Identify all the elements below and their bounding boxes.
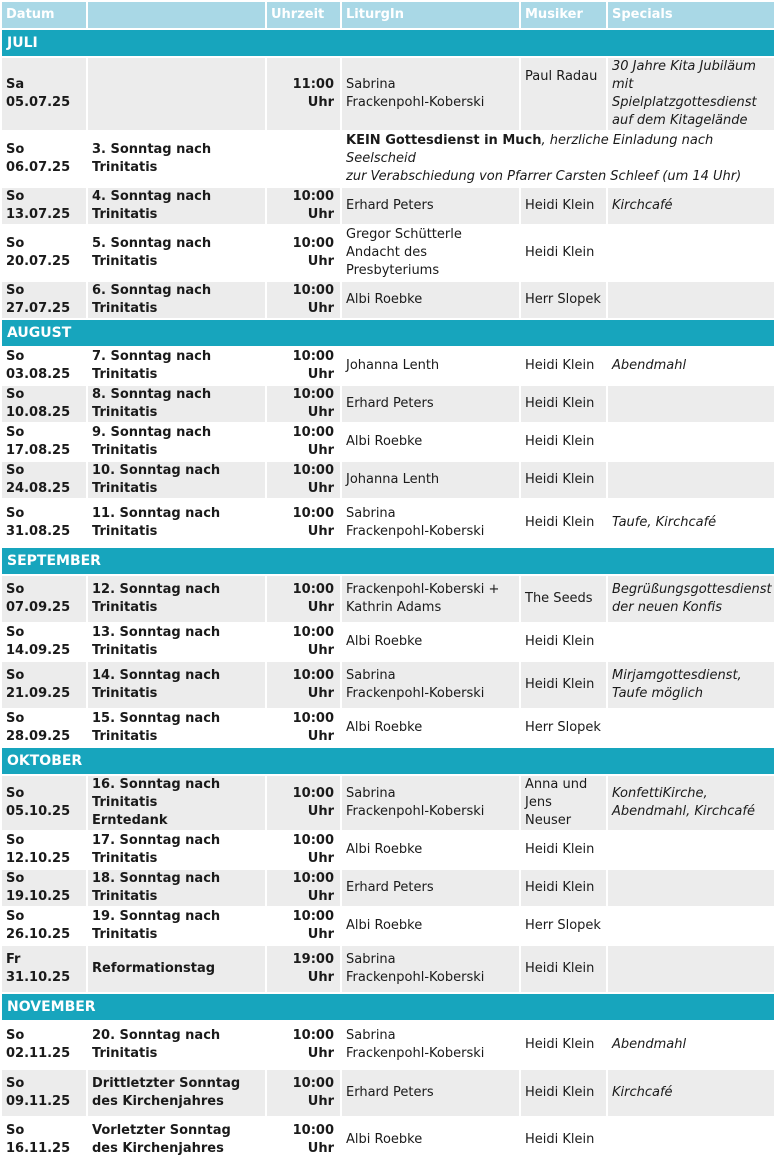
time-cell: 10:00 Uhr (267, 710, 340, 746)
sunday-name-cell (88, 1070, 265, 1116)
liturg-cell (342, 576, 519, 622)
time-cell: 10:00 Uhr (267, 1022, 340, 1068)
specials-cell (608, 908, 774, 944)
date-cell: So 31.08.25 (2, 500, 86, 546)
sunday-name-cell: 6. Sonntag nach Trinitatis (88, 282, 265, 318)
time-cell: 10:00 Uhr (267, 776, 340, 830)
liturg-line: Kathrin Adams (346, 600, 442, 615)
sunday-name-cell: 9. Sonntag nach Trinitatis (88, 424, 265, 460)
time-cell: 10:00 Uhr (267, 624, 340, 660)
date-cell: Fr 31.10.25 (2, 946, 86, 992)
header-row (2, 2, 774, 28)
musiker-cell: Heidi Klein (521, 348, 606, 384)
liturg-line: Frackenpohl-Koberski (346, 804, 485, 819)
sunday-name-cell: 3. Sonntag nach Trinitatis (88, 132, 265, 186)
time-cell: 10:00 Uhr (267, 188, 340, 224)
note-text: , herzliche Einladung nach Seelscheid (346, 133, 714, 166)
date-cell: So 20.07.25 (2, 226, 86, 280)
liturg-cell: Albi Roebke (342, 624, 519, 660)
sunday-name-line: 16. Sonntag nach Trinitatis (92, 777, 221, 810)
specials-cell: Abendmahl (608, 1022, 774, 1068)
sunday-name-cell: 5. Sonntag nach Trinitatis (88, 226, 265, 280)
specials-cell (608, 662, 774, 708)
date-cell: So 19.10.25 (2, 870, 86, 906)
date-cell: So 24.08.25 (2, 462, 86, 498)
liturg-cell (342, 776, 519, 830)
specials-line: auf dem Kitagelände (612, 113, 748, 128)
specials-cell (608, 710, 774, 746)
musiker-cell: Heidi Klein (521, 1070, 606, 1116)
date-cell: So 16.11.25 (2, 1118, 86, 1162)
liturg-cell: Albi Roebke (342, 282, 519, 318)
liturg-cell: Albi Roebke (342, 424, 519, 460)
date-cell: So 26.10.25 (2, 908, 86, 944)
table-row (2, 946, 774, 992)
sunday-name-cell: 13. Sonntag nach Trinitatis (88, 624, 265, 660)
specials-cell (608, 282, 774, 318)
month-row-november (2, 994, 774, 1020)
musiker-cell (521, 776, 606, 830)
specials-cell (608, 424, 774, 460)
time-cell: 10:00 Uhr (267, 424, 340, 460)
musiker-cell: Heidi Klein (521, 1118, 606, 1162)
specials-line: Mirjamgottesdienst, (612, 668, 742, 683)
table-row (2, 424, 774, 460)
note-text: zur Verabschiedung von Pfarrer Carsten Schleef (um 14 Uhr) (346, 169, 742, 184)
date-cell: So 28.09.25 (2, 710, 86, 746)
month-label: AUGUST (2, 320, 774, 346)
liturg-cell: Erhard Peters (342, 870, 519, 906)
date-cell: So 09.11.25 (2, 1070, 86, 1116)
table-row (2, 282, 774, 318)
sunday-name-line: des Kirchenjahres (92, 1141, 224, 1156)
time-cell: 10:00 Uhr (267, 348, 340, 384)
musiker-cell: Herr Slopek (521, 282, 606, 318)
table-row (2, 870, 774, 906)
header-empty (88, 2, 265, 28)
liturg-line: Frackenpohl-Koberski (346, 524, 485, 539)
specials-line: der neuen Konfis (612, 600, 722, 615)
sunday-name-cell (88, 1118, 265, 1162)
date-cell: So 27.07.25 (2, 282, 86, 318)
date-cell: So 06.07.25 (2, 132, 86, 186)
sunday-name-cell: Reformationstag (88, 946, 265, 992)
empty-cell (267, 132, 340, 186)
time-cell: 10:00 Uhr (267, 908, 340, 944)
header-specials: Specials (608, 2, 774, 28)
liturg-cell: Albi Roebke (342, 908, 519, 944)
time-cell: 10:00 Uhr (267, 282, 340, 318)
specials-line: Abendmahl, Kirchcafé (612, 804, 755, 819)
musiker-cell: Heidi Klein (521, 870, 606, 906)
musiker-line: Anna und (525, 777, 588, 792)
liturg-cell: Albi Roebke (342, 1118, 519, 1162)
sunday-name-line: Vorletzter Sonntag (92, 1123, 231, 1138)
specials-cell (608, 576, 774, 622)
date-cell: So 07.09.25 (2, 576, 86, 622)
note-cell (342, 132, 774, 186)
header-datum: Datum (2, 2, 86, 28)
specials-cell (608, 386, 774, 422)
specials-line: 30 Jahre Kita Jubiläum (612, 59, 756, 74)
time-cell: 11:00 Uhr (267, 58, 340, 130)
time-cell: 10:00 Uhr (267, 1118, 340, 1162)
specials-line: KonfettiKirche, (612, 786, 708, 801)
specials-cell (608, 462, 774, 498)
sunday-name-line: des Kirchenjahres (92, 1094, 224, 1109)
liturg-cell: Erhard Peters (342, 1070, 519, 1116)
date-cell: So 10.08.25 (2, 386, 86, 422)
table-row (2, 662, 774, 708)
sunday-name-cell: 12. Sonntag nach Trinitatis (88, 576, 265, 622)
date-cell: So 13.07.25 (2, 188, 86, 224)
month-row-august (2, 320, 774, 346)
sunday-name-cell: 4. Sonntag nach Trinitatis (88, 188, 265, 224)
sunday-name-cell: 20. Sonntag nach Trinitatis (88, 1022, 265, 1068)
sunday-name-cell: 14. Sonntag nach Trinitatis (88, 662, 265, 708)
date-cell: So 21.09.25 (2, 662, 86, 708)
specials-cell (608, 58, 774, 130)
time-cell: 10:00 Uhr (267, 832, 340, 868)
month-label: JULI (2, 30, 774, 56)
table-row (2, 500, 774, 546)
table-row (2, 576, 774, 622)
liturg-cell: Erhard Peters (342, 188, 519, 224)
specials-line: Begrüßungsgottesdienst (612, 582, 772, 597)
liturg-line: Andacht des Presbyteriums (346, 245, 440, 278)
specials-cell (608, 832, 774, 868)
specials-cell (608, 946, 774, 992)
liturg-line: Sabrina (346, 77, 396, 92)
header-liturgin: LiturgIn (342, 2, 519, 28)
sunday-name-line: Drittletzter Sonntag (92, 1076, 241, 1091)
musiker-cell: Paul Radau (521, 58, 606, 130)
liturg-cell (342, 226, 519, 280)
date-cell: So 02.11.25 (2, 1022, 86, 1068)
liturg-line: Frackenpohl-Koberski (346, 686, 485, 701)
sunday-name-cell: 19. Sonntag nach Trinitatis (88, 908, 265, 944)
table-row (2, 710, 774, 746)
specials-line: mit Spielplatzgottesdienst (612, 77, 757, 110)
table-row (2, 58, 774, 130)
specials-cell: Abendmahl (608, 348, 774, 384)
musiker-cell: Herr Slopek (521, 908, 606, 944)
musiker-cell: Heidi Klein (521, 946, 606, 992)
liturg-cell: Johanna Lenth (342, 348, 519, 384)
time-cell: 10:00 Uhr (267, 576, 340, 622)
liturg-line: Frackenpohl-Koberski (346, 95, 485, 110)
sunday-name-cell: 18. Sonntag nach Trinitatis (88, 870, 265, 906)
month-row-september (2, 548, 774, 574)
musiker-cell: Herr Slopek (521, 710, 606, 746)
liturg-line: Sabrina (346, 786, 396, 801)
sunday-name-cell: 10. Sonntag nach Trinitatis (88, 462, 265, 498)
musiker-cell: Heidi Klein (521, 832, 606, 868)
month-row-oktober (2, 748, 774, 774)
specials-cell: Taufe, Kirchcafé (608, 500, 774, 546)
table-row (2, 132, 774, 186)
specials-cell: Kirchcafé (608, 1070, 774, 1116)
specials-cell: Kirchcafé (608, 188, 774, 224)
month-row-juli (2, 30, 774, 56)
table-row (2, 776, 774, 830)
sunday-name-line: Erntedank (92, 813, 168, 828)
specials-cell (608, 1118, 774, 1162)
musiker-cell: The Seeds (521, 576, 606, 622)
table-row (2, 1022, 774, 1068)
sunday-name-cell: 15. Sonntag nach Trinitatis (88, 710, 265, 746)
liturg-line: Gregor Schütterle (346, 227, 462, 242)
liturg-line: Sabrina (346, 668, 396, 683)
liturg-cell: Albi Roebke (342, 832, 519, 868)
sunday-name-cell: 17. Sonntag nach Trinitatis (88, 832, 265, 868)
sunday-name-cell: 7. Sonntag nach Trinitatis (88, 348, 265, 384)
note-bold: KEIN Gottesdienst in Much (346, 133, 542, 148)
specials-cell (608, 870, 774, 906)
time-cell: 10:00 Uhr (267, 226, 340, 280)
table-row (2, 462, 774, 498)
liturg-cell (342, 58, 519, 130)
musiker-cell: Heidi Klein (521, 188, 606, 224)
liturg-cell (342, 946, 519, 992)
specials-cell (608, 624, 774, 660)
date-cell: So 14.09.25 (2, 624, 86, 660)
liturg-line: Sabrina (346, 1028, 396, 1043)
date-cell: Sa 05.07.25 (2, 58, 86, 130)
time-cell: 10:00 Uhr (267, 500, 340, 546)
time-cell: 10:00 Uhr (267, 462, 340, 498)
musiker-cell: Heidi Klein (521, 386, 606, 422)
musiker-line: Jens Neuser (525, 795, 572, 828)
musiker-cell: Heidi Klein (521, 462, 606, 498)
liturg-line: Sabrina (346, 506, 396, 521)
liturg-line: Frackenpohl-Koberski (346, 1046, 485, 1061)
month-label: OKTOBER (2, 748, 774, 774)
musiker-cell: Heidi Klein (521, 662, 606, 708)
table-row (2, 188, 774, 224)
month-label: SEPTEMBER (2, 548, 774, 574)
liturg-cell: Johanna Lenth (342, 462, 519, 498)
month-label: NOVEMBER (2, 994, 774, 1020)
table-row (2, 832, 774, 868)
sunday-name-cell (88, 58, 265, 130)
table-row (2, 1070, 774, 1116)
header-uhrzeit: Uhrzeit (267, 2, 340, 28)
specials-cell (608, 226, 774, 280)
time-cell: 19:00 Uhr (267, 946, 340, 992)
table-row (2, 386, 774, 422)
date-cell: So 12.10.25 (2, 832, 86, 868)
liturg-cell: Albi Roebke (342, 710, 519, 746)
specials-line: Taufe möglich (612, 686, 703, 701)
liturg-line: Frackenpohl-Koberski + (346, 582, 500, 597)
time-cell: 10:00 Uhr (267, 662, 340, 708)
liturg-line: Sabrina (346, 952, 396, 967)
musiker-cell: Heidi Klein (521, 226, 606, 280)
header-musiker: Musiker (521, 2, 606, 28)
date-cell: So 05.10.25 (2, 776, 86, 830)
liturg-cell (342, 662, 519, 708)
table-row (2, 908, 774, 944)
table-row (2, 348, 774, 384)
date-cell: So 03.08.25 (2, 348, 86, 384)
time-cell: 10:00 Uhr (267, 870, 340, 906)
sunday-name-cell: 8. Sonntag nach Trinitatis (88, 386, 265, 422)
musiker-cell: Heidi Klein (521, 1022, 606, 1068)
musiker-cell: Heidi Klein (521, 500, 606, 546)
liturg-cell: Erhard Peters (342, 386, 519, 422)
table-row (2, 1118, 774, 1162)
musiker-cell: Heidi Klein (521, 424, 606, 460)
musiker-cell: Heidi Klein (521, 624, 606, 660)
time-cell: 10:00 Uhr (267, 1070, 340, 1116)
liturg-line: Frackenpohl-Koberski (346, 970, 485, 985)
table-row (2, 624, 774, 660)
date-cell: So 17.08.25 (2, 424, 86, 460)
sunday-name-cell (88, 776, 265, 830)
sunday-name-cell: 11. Sonntag nach Trinitatis (88, 500, 265, 546)
specials-cell (608, 776, 774, 830)
table-row (2, 226, 774, 280)
liturg-cell (342, 500, 519, 546)
time-cell: 10:00 Uhr (267, 386, 340, 422)
liturg-cell (342, 1022, 519, 1068)
